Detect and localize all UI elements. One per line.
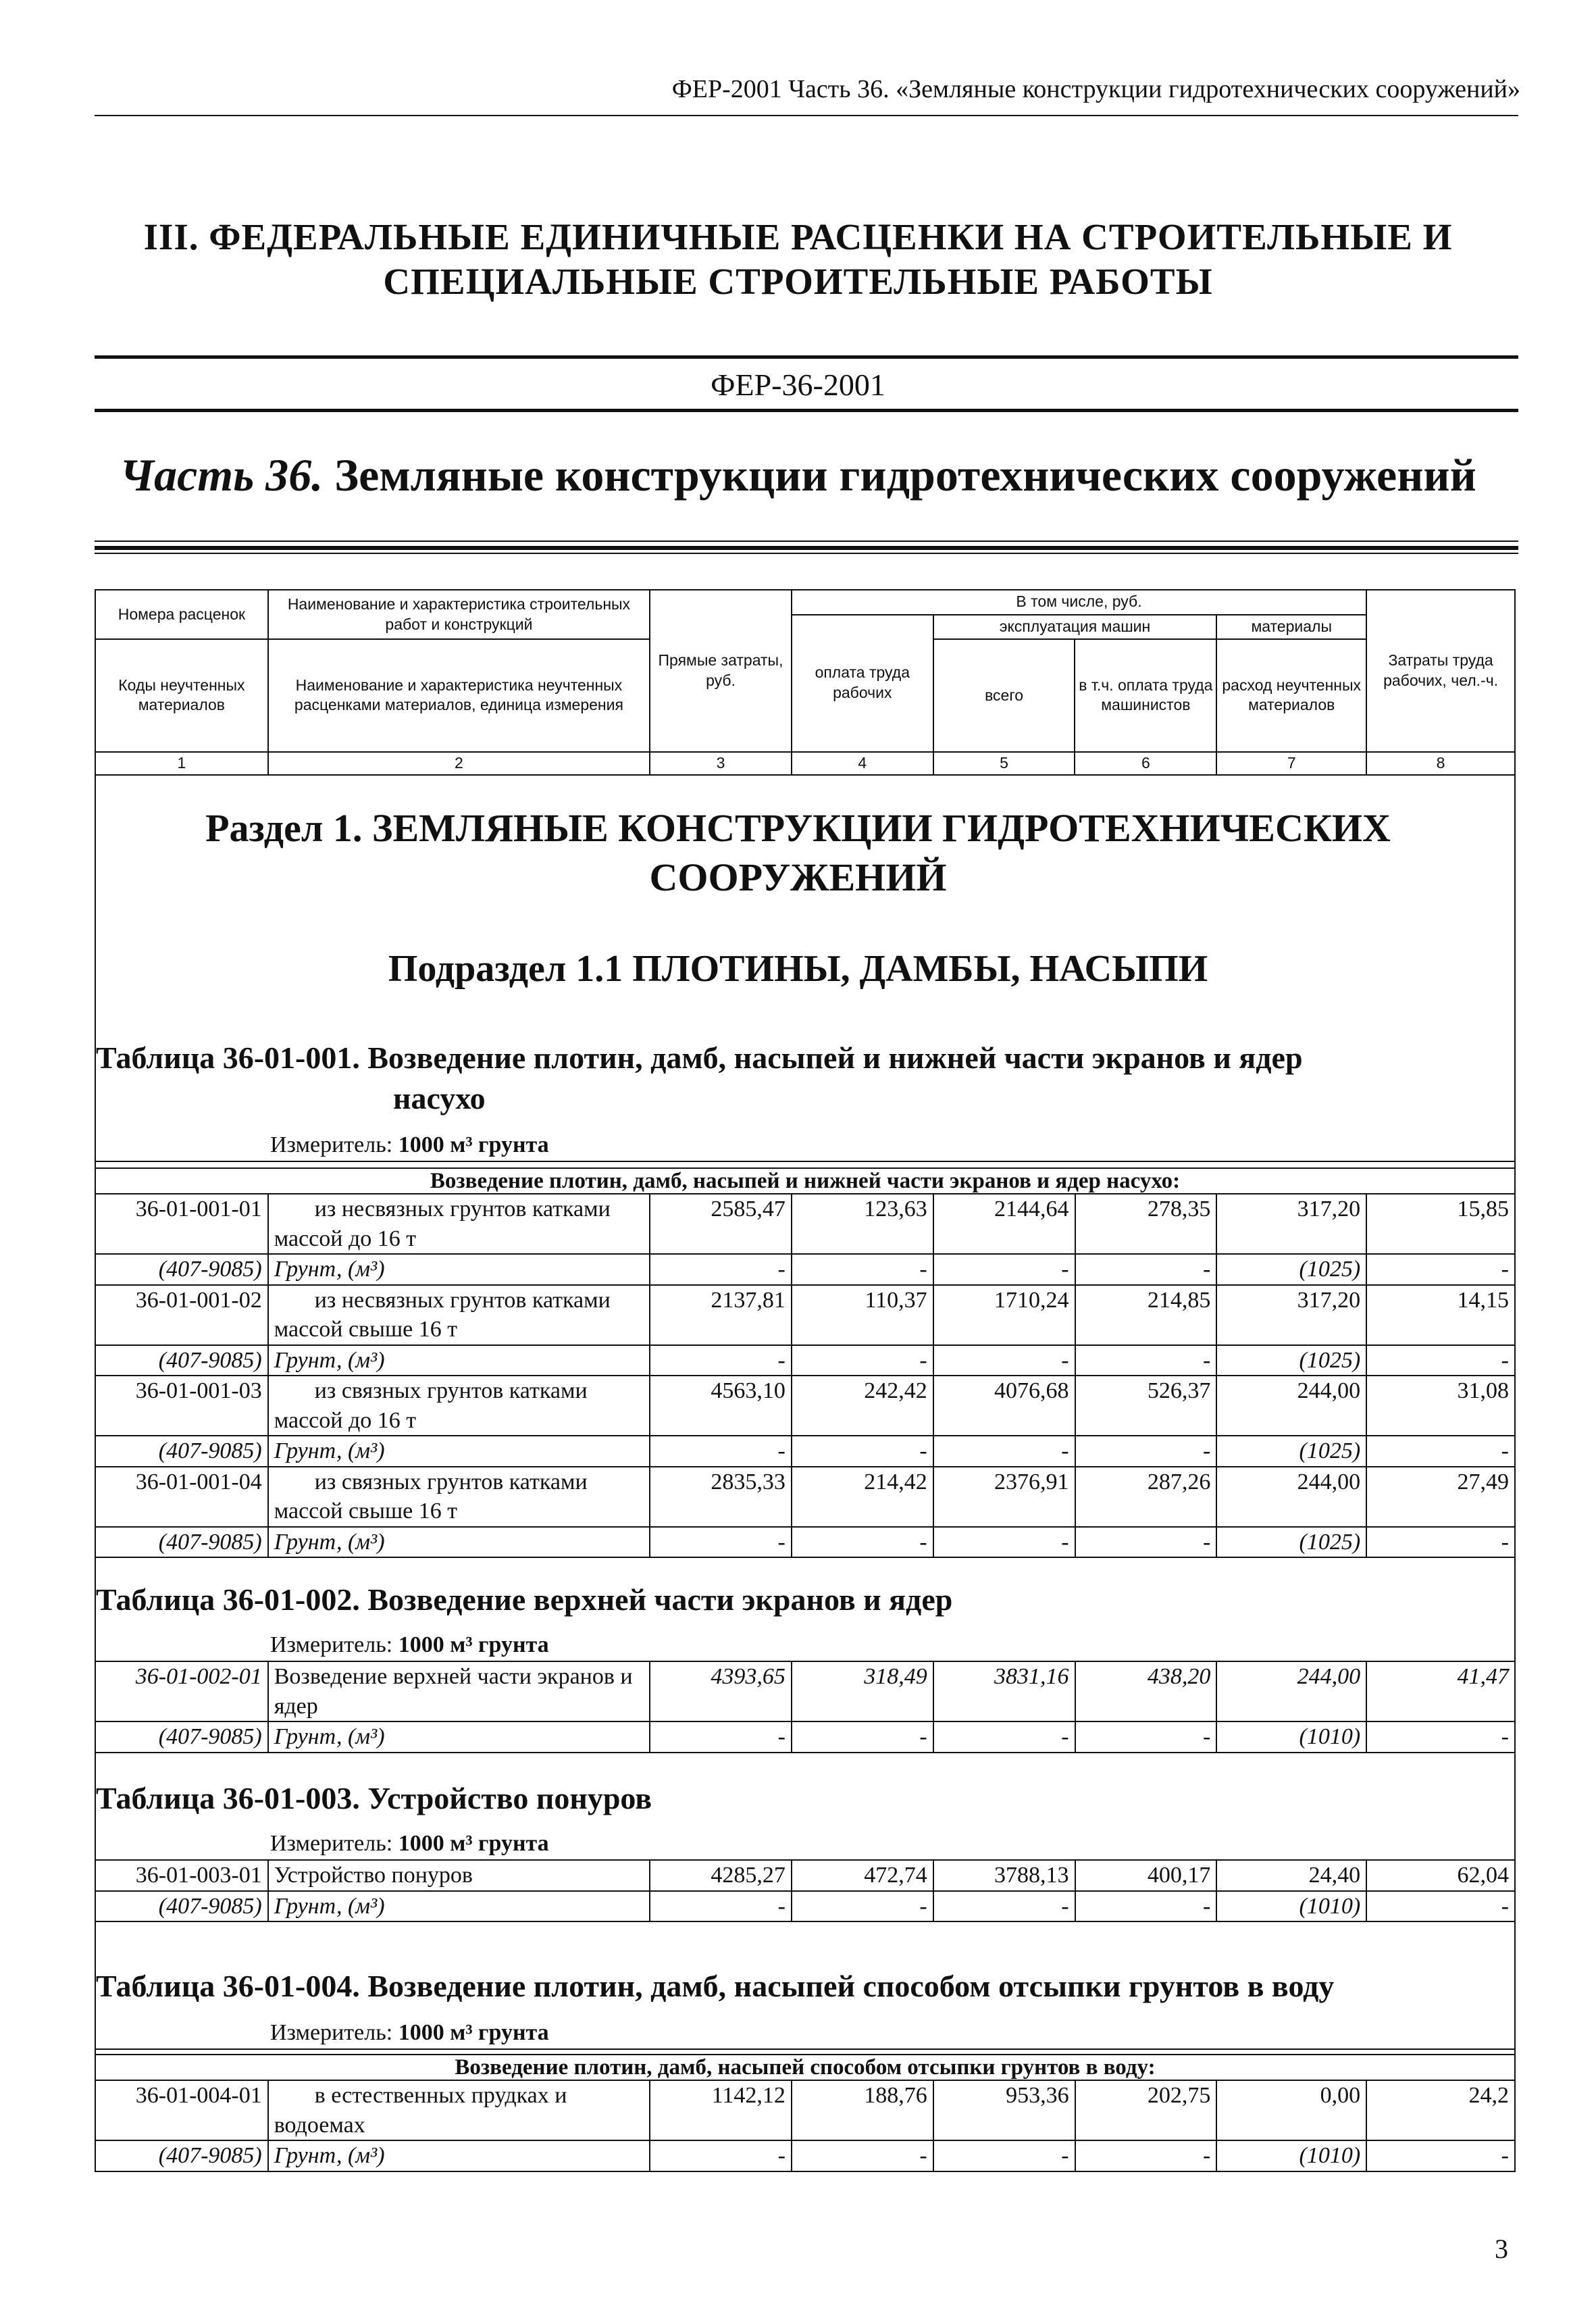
header-materials-codes: Коды неучтенных материалов <box>95 639 268 751</box>
rate-code: 36-01-003-01 <box>95 1860 268 1891</box>
labor-costs: 31,08 <box>1366 1376 1515 1436</box>
table-row <box>95 1467 1515 1527</box>
part-rule-1 <box>95 540 1518 542</box>
part-title <box>0 449 1596 502</box>
rate-name: Возведение верхней части экранов и ядер <box>268 1661 650 1721</box>
header-rates-numbers: Номера расценок <box>95 590 268 639</box>
table-group-row <box>95 2055 1515 2080</box>
material-value: - <box>933 1527 1075 1558</box>
labor-costs: 15,85 <box>1366 1194 1515 1254</box>
table-title <box>96 1966 1334 2007</box>
material-value: - <box>650 1436 792 1467</box>
rate-code: 36-01-001-04 <box>95 1467 268 1527</box>
labor-pay: 123,63 <box>792 1194 933 1254</box>
measure <box>270 1831 549 1857</box>
material-value: - <box>792 1891 933 1922</box>
section-title-line-1: Раздел 1. ЗЕМЛЯНЫЕ КОНСТРУКЦИИ ГИДРОТЕХНИЧЕСКИХ <box>205 806 1391 850</box>
labor-pay: 242,42 <box>792 1376 933 1436</box>
table-title <box>96 1580 952 1620</box>
code-rule-bottom <box>95 409 1518 412</box>
rates-table <box>95 1167 1516 1558</box>
rate-code: 36-01-002-01 <box>95 1661 268 1721</box>
measure-label: Измеритель: <box>270 2020 398 2045</box>
materials: 317,20 <box>1216 1194 1366 1254</box>
labor-costs: 41,47 <box>1366 1661 1515 1721</box>
table-row <box>95 1376 1515 1436</box>
header-colnum: 8 <box>1366 752 1515 775</box>
part-title-prefix: Часть 36. <box>120 449 324 501</box>
measure-value: 1000 м³ грунта <box>398 2020 549 2045</box>
material-value: - <box>1075 1721 1217 1753</box>
header-colnum: 6 <box>1075 752 1216 775</box>
material-value: - <box>792 1345 933 1376</box>
measure-label: Измеритель: <box>270 1132 398 1157</box>
material-value: - <box>792 1527 933 1558</box>
material-row <box>95 1527 1515 1558</box>
table-title-line: насухо <box>393 1080 486 1115</box>
part-rule-2 <box>95 546 1518 550</box>
header-labor-pay: оплата труда рабочих <box>792 615 933 752</box>
table-title-line: Таблица 36-01-003. Устройство понуров <box>96 1781 652 1815</box>
measure-value: 1000 м³ грунта <box>398 1831 549 1856</box>
material-value: (1025) <box>1216 1527 1366 1558</box>
header-machinists-pay: в т.ч. оплата труда машинистов <box>1075 639 1216 751</box>
material-code: (407-9085) <box>95 1436 268 1467</box>
material-name: Грунт, (м³) <box>268 1345 650 1376</box>
rate-name: Устройство понуров <box>268 1860 650 1891</box>
material-row <box>95 1891 1515 1922</box>
material-code: (407-9085) <box>95 1254 268 1285</box>
header-colnum: 7 <box>1216 752 1366 775</box>
material-value: - <box>933 1345 1075 1376</box>
table-title <box>96 1778 652 1819</box>
header-materials-usage: расход неучтенных материалов <box>1216 639 1366 751</box>
part-rule-3 <box>95 553 1518 554</box>
material-value: (1010) <box>1216 1721 1366 1753</box>
material-name: Грунт, (м³) <box>268 1891 650 1922</box>
material-value: - <box>1075 1254 1217 1285</box>
material-value: - <box>933 1891 1075 1922</box>
material-row <box>95 1721 1515 1753</box>
machinists-pay: 202,75 <box>1075 2080 1217 2140</box>
rate-code: 36-01-001-03 <box>95 1376 268 1436</box>
materials: 244,00 <box>1216 1467 1366 1527</box>
material-value: - <box>1075 1527 1217 1558</box>
material-value: - <box>1075 1436 1217 1467</box>
machinists-pay: 438,20 <box>1075 1661 1217 1721</box>
measure-label: Измеритель: <box>270 1831 398 1856</box>
machines-total: 953,36 <box>933 2080 1075 2140</box>
group-label: Возведение плотин, дамб, насыпей и нижней части экранов и ядер насухо: <box>95 1168 1515 1194</box>
main-heading-line-1: III. ФЕДЕРАЛЬНЫЕ ЕДИНИЧНЫЕ РАСЦЕНКИ НА СТРОИТЕЛЬНЫЕ И <box>143 216 1453 257</box>
material-value: - <box>1366 1721 1515 1753</box>
running-header: ФЕР-2001 Часть 36. «Земляные конструкции гидротехнических сооружений» <box>671 75 1520 103</box>
header-direct-costs: Прямые затраты, руб. <box>650 590 792 752</box>
material-value: - <box>933 1436 1075 1467</box>
material-value: - <box>650 1527 792 1558</box>
measure <box>270 1132 549 1158</box>
material-value: - <box>1075 1345 1217 1376</box>
direct-costs: 4393,65 <box>650 1661 792 1721</box>
material-code: (407-9085) <box>95 1721 268 1753</box>
labor-costs: 62,04 <box>1366 1860 1515 1891</box>
header-colnum: 1 <box>95 752 268 775</box>
material-value: - <box>933 1721 1075 1753</box>
material-value: - <box>933 1254 1075 1285</box>
code-rule-top <box>95 355 1518 359</box>
machinists-pay: 400,17 <box>1075 1860 1217 1891</box>
material-code: (407-9085) <box>95 1891 268 1922</box>
direct-costs: 1142,12 <box>650 2080 792 2140</box>
table-row <box>95 1285 1515 1345</box>
material-value: (1010) <box>1216 2140 1366 2171</box>
material-name: Грунт, (м³) <box>268 1527 650 1558</box>
material-value: - <box>1366 1436 1515 1467</box>
machines-total: 2144,64 <box>933 1194 1075 1254</box>
labor-costs: 24,2 <box>1366 2080 1515 2140</box>
header-rule <box>95 115 1518 116</box>
material-code: (407-9085) <box>95 1345 268 1376</box>
material-value: - <box>1366 1345 1515 1376</box>
material-value: - <box>933 2140 1075 2171</box>
machines-total: 4076,68 <box>933 1376 1075 1436</box>
direct-costs: 4563,10 <box>650 1376 792 1436</box>
rate-name: из связных грунтов катками массой свыше 16 т <box>268 1467 650 1527</box>
material-name: Грунт, (м³) <box>268 1436 650 1467</box>
materials: 24,40 <box>1216 1860 1366 1891</box>
rate-code: 36-01-004-01 <box>95 2080 268 2140</box>
main-heading <box>0 215 1596 304</box>
material-name: Грунт, (м³) <box>268 1254 650 1285</box>
machinists-pay: 214,85 <box>1075 1285 1217 1345</box>
table-row <box>95 1860 1515 1891</box>
material-name: Грунт, (м³) <box>268 1721 650 1753</box>
measure <box>270 2020 549 2046</box>
materials: 0,00 <box>1216 2080 1366 2140</box>
materials: 244,00 <box>1216 1376 1366 1436</box>
direct-costs: 2835,33 <box>650 1467 792 1527</box>
header-labor-costs: Затраты труда рабочих, чел.-ч. <box>1366 590 1515 752</box>
material-value: (1025) <box>1216 1436 1366 1467</box>
machines-total: 3831,16 <box>933 1661 1075 1721</box>
header-in-total: В том числе, руб. <box>792 590 1366 615</box>
direct-costs: 4285,27 <box>650 1860 792 1891</box>
rate-code: 36-01-001-01 <box>95 1194 268 1254</box>
labor-pay: 472,74 <box>792 1860 933 1891</box>
rate-code: 36-01-001-02 <box>95 1285 268 1345</box>
subsection-title: Подраздел 1.1 ПЛОТИНЫ, ДАМБЫ, НАСЫПИ <box>388 948 1208 990</box>
material-value: - <box>1366 1254 1515 1285</box>
material-row <box>95 1436 1515 1467</box>
header-machines: эксплуатация машин <box>933 615 1217 640</box>
table-rule <box>95 1161 1516 1162</box>
material-value: (1025) <box>1216 1254 1366 1285</box>
table-row <box>95 1194 1515 1254</box>
column-header-table <box>95 589 1516 776</box>
header-colnum: 4 <box>792 752 933 775</box>
material-row <box>95 1345 1515 1376</box>
measure-value: 1000 м³ грунта <box>398 1132 549 1157</box>
material-value: - <box>792 1436 933 1467</box>
rate-name: из несвязных грунтов катками массой до 16 т <box>268 1194 650 1254</box>
machinists-pay: 278,35 <box>1075 1194 1217 1254</box>
main-heading-line-2: СПЕЦИАЛЬНЫЕ СТРОИТЕЛЬНЫЕ РАБОТЫ <box>383 261 1213 302</box>
labor-pay: 214,42 <box>792 1467 933 1527</box>
table-rule <box>95 2048 1516 2050</box>
table-title-line: Таблица 36-01-004. Возведение плотин, дамб, насыпей способом отсыпки грунтов в воду <box>96 1969 1335 2003</box>
measure <box>270 1632 549 1658</box>
material-value: - <box>650 1721 792 1753</box>
machines-total: 1710,24 <box>933 1285 1075 1345</box>
material-value: - <box>650 1345 792 1376</box>
part-title-text: Земляные конструкции гидротехнических сооружений <box>323 449 1476 501</box>
header-work-name: Наименование и характеристика строительных работ и конструкций <box>268 590 650 639</box>
rate-name: из связных грунтов катками массой до 16 т <box>268 1376 650 1436</box>
rates-table <box>95 1661 1516 1753</box>
direct-costs: 2585,47 <box>650 1194 792 1254</box>
material-name: Грунт, (м³) <box>268 2140 650 2171</box>
material-row <box>95 1254 1515 1285</box>
material-value: - <box>1075 1891 1217 1922</box>
table-row <box>95 2080 1515 2140</box>
machines-total: 2376,91 <box>933 1467 1075 1527</box>
rates-table <box>95 2054 1516 2172</box>
material-value: - <box>650 2140 792 2171</box>
material-row <box>95 2140 1515 2171</box>
material-code: (407-9085) <box>95 1527 268 1558</box>
header-machines-total: всего <box>933 639 1075 751</box>
header-colnum: 3 <box>650 752 792 775</box>
material-value: - <box>1075 2140 1217 2171</box>
page-number: 3 <box>1495 2234 1508 2264</box>
material-value: - <box>792 1721 933 1753</box>
machinists-pay: 526,37 <box>1075 1376 1217 1436</box>
labor-pay: 110,37 <box>792 1285 933 1345</box>
header-colnum: 5 <box>933 752 1075 775</box>
labor-costs: 14,15 <box>1366 1285 1515 1345</box>
labor-pay: 318,49 <box>792 1661 933 1721</box>
table-group-row <box>95 1168 1515 1194</box>
document-code: ФЕР-36-2001 <box>711 368 885 402</box>
material-value: - <box>792 2140 933 2171</box>
section-title-line-2: СООРУЖЕНИЙ <box>649 855 947 899</box>
section-title <box>0 804 1596 902</box>
measure-label: Измеритель: <box>270 1632 398 1657</box>
table-title <box>96 1038 1303 1119</box>
labor-costs: 27,49 <box>1366 1467 1515 1527</box>
material-value: - <box>650 1891 792 1922</box>
table-row <box>95 1661 1515 1721</box>
group-label: Возведение плотин, дамб, насыпей способом отсыпки грунтов в воду: <box>95 2055 1515 2080</box>
labor-pay: 188,76 <box>792 2080 933 2140</box>
material-value: - <box>1366 1527 1515 1558</box>
table-title-line: Таблица 36-01-001. Возведение плотин, дамб, насыпей и нижней части экранов и ядер <box>96 1040 1303 1075</box>
measure-value: 1000 м³ грунта <box>398 1632 549 1657</box>
machinists-pay: 287,26 <box>1075 1467 1217 1527</box>
material-value: - <box>650 1254 792 1285</box>
rates-table <box>95 1859 1516 1922</box>
materials: 317,20 <box>1216 1285 1366 1345</box>
material-value: - <box>1366 2140 1515 2171</box>
direct-costs: 2137,81 <box>650 1285 792 1345</box>
material-value: (1010) <box>1216 1891 1366 1922</box>
table-title-line: Таблица 36-01-002. Возведение верхней части экранов и ядер <box>96 1582 953 1617</box>
material-value: (1025) <box>1216 1345 1366 1376</box>
materials: 244,00 <box>1216 1661 1366 1721</box>
machines-total: 3788,13 <box>933 1860 1075 1891</box>
header-colnum: 2 <box>268 752 650 775</box>
rate-name: в естественных прудках и водоемах <box>268 2080 650 2140</box>
material-value: - <box>792 1254 933 1285</box>
rate-name: из несвязных грунтов катками массой свыше 16 т <box>268 1285 650 1345</box>
material-value: - <box>1366 1891 1515 1922</box>
material-code: (407-9085) <box>95 2140 268 2171</box>
header-materials-name: Наименование и характеристика неучтенных расценками материалов, единица измерения <box>268 639 650 751</box>
header-materials: материалы <box>1216 615 1366 640</box>
